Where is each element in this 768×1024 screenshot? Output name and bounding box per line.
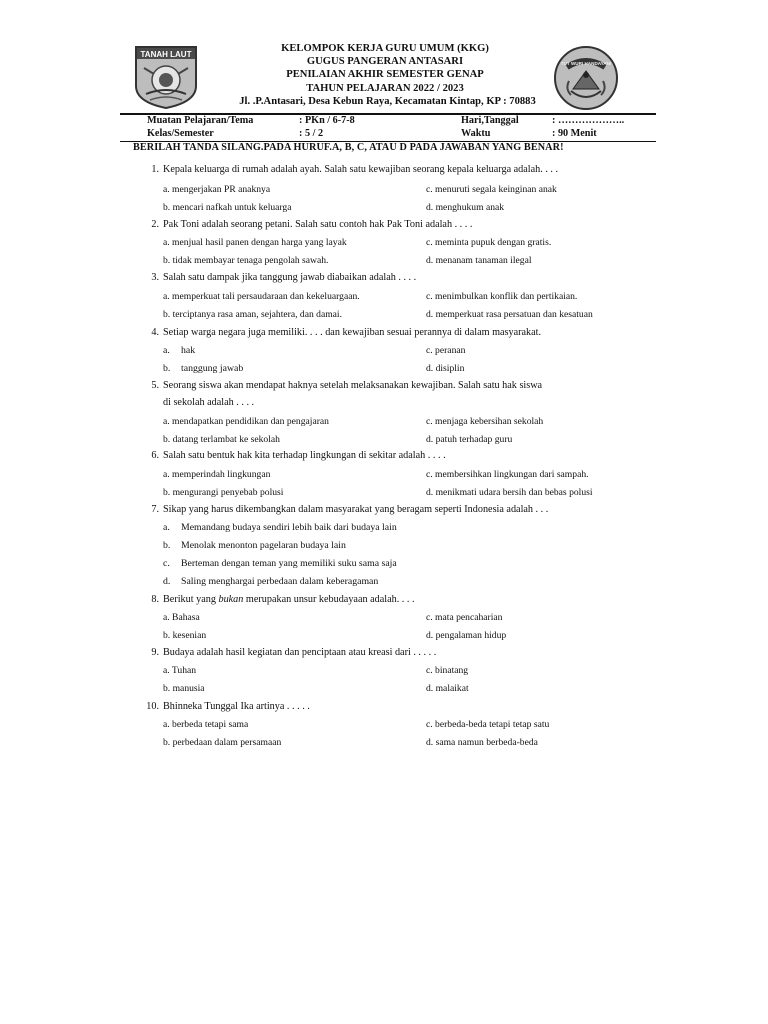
header-line-4: TAHUN PELAJARAN 2022 / 2023 [306,83,464,94]
option-1b[interactable]: b. mencari nafkah untuk keluarga [163,202,292,213]
option-10d[interactable]: d. sama namun berbeda-beda [426,737,538,748]
option-3c[interactable]: c. menimbulkan konflik dan pertikaian. [426,291,578,302]
option-8c[interactable]: c. mata pencaharian [426,612,503,623]
question-text: Setiap warga negara juga memiliki. . . . dan kewajiban sesuai perannya di dalam masyarakat. [163,327,542,338]
question-number: 8. [151,594,159,605]
question-number: 10. [146,701,159,712]
question-text: Budaya adalah hasil kegiatan dan penciptaan atau kreasi dari . . . . . [163,647,437,658]
question-number: 6. [151,450,159,461]
option-4c[interactable]: c. peranan [426,345,466,356]
option-4a[interactable]: a. hak [163,345,196,356]
option-8d[interactable]: d. pengalaman hidup [426,630,507,641]
logo-left-label: TANAH LAUT [140,50,192,59]
option-2c[interactable]: c. meminta pupuk dengan gratis. [426,237,552,248]
question-number: 3. [151,272,159,283]
option-6c[interactable]: c. membersihkan lingkungan dari sampah. [426,469,589,480]
question-text-start: Berikut yang [163,594,219,605]
option-3b[interactable]: b. terciptanya rasa aman, sejahtera, dan damai. [163,309,342,320]
subject-value: : PKn / 6-7-8 [299,115,355,126]
header-line-3: PENILAIAN AKHIR SEMESTER GENAP [286,69,484,80]
question-text: Salah satu dampak jika tanggung jawab diabaikan adalah . . . . [163,272,417,283]
question-10 [141,701,310,712]
option-6a[interactable]: a. memperindah lingkungan [163,469,271,480]
question-text: Pak Toni adalah seorang petani. Salah satu contoh hak Pak Toni adalah . . . . [163,219,473,230]
option-5b[interactable]: b. datang terlambat ke sekolah [163,434,280,445]
option-7a[interactable]: a. Memandang budaya sendiri lebih baik dari budaya lain [163,522,397,533]
tanah-laut-emblem [132,44,200,110]
option-9a[interactable]: a. Tuhan [163,665,197,676]
question-number: 2. [151,219,159,230]
question-7 [141,504,548,515]
option-1a[interactable]: a. mengerjakan PR anaknya [163,184,271,195]
question-number: 4. [151,327,159,338]
header-line-2: GUGUS PANGERAN ANTASARI [306,56,464,67]
logo-right-label: TUT WURI HANDAYANI [560,61,612,66]
class-value: : 5 / 2 [299,128,324,139]
question-9 [141,647,436,658]
option-6d[interactable]: d. menikmati udara bersih dan bebas polusi [426,487,593,498]
option-7d[interactable]: d. Saling menghargai perbedaan dalam keberagaman [163,576,379,587]
question-text-end: merupakan unsur kebudayaan adalah. . . . [243,594,415,605]
option-8b[interactable]: b. kesenian [163,630,207,641]
time-value: : 90 Menit [552,128,597,139]
option-1d[interactable]: d. menghukum anak [426,202,505,213]
question-text: Kepala keluarga di rumah adalah ayah. Salah satu kewajiban seorang kepala keluarga adalah. . . . [163,164,559,175]
option-9d[interactable]: d. malaikat [426,683,469,694]
option-5a[interactable]: a. mendapatkan pendidikan dan pengajaran [163,416,329,427]
question-number: 1. [151,164,159,175]
option-5c[interactable]: c. menjaga kebersihan sekolah [426,416,544,427]
header-line-1: KELOMPOK KERJA GURU UMUM (KKG) [281,43,489,54]
option-10b[interactable]: b. perbedaan dalam persamaan [163,737,282,748]
option-7c[interactable]: c. Berteman dengan teman yang memiliki suku sama saja [163,558,397,569]
school-address: Jl. .P.Antasari, Desa Kebun Raya, Kecamatan Kintap, KP : 70883 [239,96,536,107]
option-3a[interactable]: a. memperkuat tali persaudaraan dan kekeluargaan. [163,291,360,302]
option-1c[interactable]: c. menuruti segala keinginan anak [426,184,557,195]
question-text: Seorang siswa akan mendapat haknya setelah melaksanakan kewajiban. Salah satu hak siswa [163,380,543,391]
option-5d[interactable]: d. patuh terhadap guru [426,434,513,445]
question-5 [141,380,542,391]
question-3 [141,272,416,283]
question-5-continuation: di sekolah adalah . . . . [163,397,255,408]
time-label: Waktu [461,128,491,139]
class-label: Kelas/Semester [147,128,214,139]
exam-instruction: BERILAH TANDA SILANG.PADA HURUF.A, B, C, ATAU D PADA JAWABAN YANG BENAR! [133,142,564,153]
question-text: Bhinneka Tunggal Ika artinya . . . . . [163,701,310,712]
question-4 [141,327,541,338]
question-number: 7. [151,504,159,515]
question-2 [141,219,472,230]
option-9c[interactable]: c. binatang [426,665,469,676]
question-8 [141,594,415,605]
option-8a[interactable]: a. Bahasa [163,612,200,623]
option-2a[interactable]: a. menjual hasil panen dengan harga yang layak [163,237,347,248]
question-number: 5. [151,380,159,391]
option-2d[interactable]: d. menanam tanaman ilegal [426,255,532,266]
subject-label: Muatan Pelajaran/Tema [147,115,254,126]
option-10c[interactable]: c. berbeda-beda tetapi tetap satu [426,719,550,730]
question-1 [141,164,558,175]
question-text: Salah satu bentuk hak kita terhadap lingkungan di sekitar adalah . . . . [163,450,446,461]
option-6b[interactable]: b. mengurangi penyebab polusi [163,487,284,498]
option-7b[interactable]: b. Menolak menonton pagelaran budaya lain [163,540,346,551]
question-number: 9. [151,647,159,658]
question-text: Sikap yang harus dikembangkan dalam masyarakat yang beragam seperti Indonesia adalah . . . [163,504,549,515]
question-text-emphasis: bukan [218,594,244,605]
option-3d[interactable]: d. memperkuat rasa persatuan dan kesatuan [426,309,593,320]
date-label: Hari,Tanggal [461,115,519,126]
option-9b[interactable]: b. manusia [163,683,205,694]
option-4b[interactable]: b. tanggung jawab [163,363,244,374]
option-10a[interactable]: a. berbeda tetapi sama [163,719,249,730]
question-6 [141,450,446,461]
option-4d[interactable]: d. disiplin [426,363,465,374]
option-2b[interactable]: b. tidak membayar tenaga pengolah sawah. [163,255,329,266]
date-value: : ……………….. [552,115,625,126]
